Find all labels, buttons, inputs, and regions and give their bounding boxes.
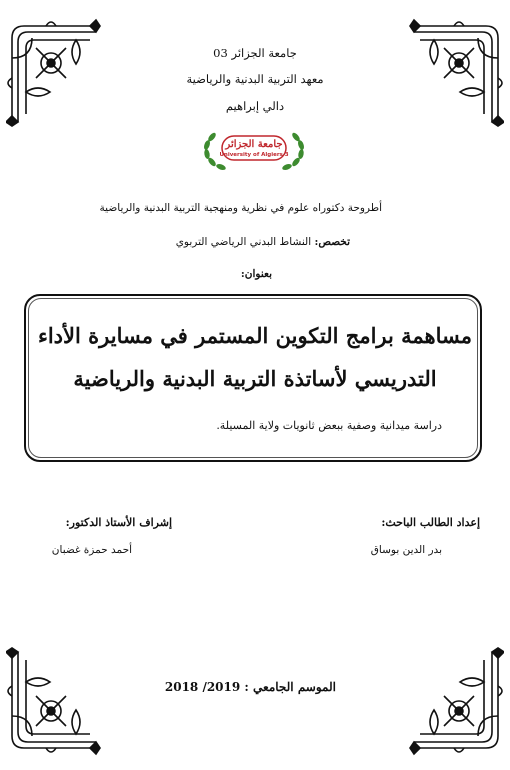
specialty-label: تخصص: — [314, 236, 350, 248]
corner-ornament-bottom-right — [408, 646, 504, 756]
institute-name: معهد التربية البدنية والرياضية — [186, 72, 324, 86]
corner-ornament-bottom-left — [6, 646, 102, 756]
thesis-title-line-1: مساهمة برامج التكوين المستمر في مسايرة الأداء — [37, 323, 473, 348]
university-logo — [198, 123, 310, 173]
student-label: إعداد الطالب الباحث: — [381, 516, 480, 529]
supervisor-name: أحمد حمزة غضبان — [51, 544, 132, 556]
logo-arabic-text: جامعة الجزائر — [225, 139, 283, 150]
title-label: بعنوان: — [240, 268, 272, 280]
season-value: 2018 /2019 — [164, 680, 241, 694]
student-name: بدر الدين بوساق — [370, 544, 442, 556]
specialty-line — [176, 236, 350, 248]
campus-name: دالي إبراهيم — [225, 99, 285, 113]
academic-season — [165, 680, 336, 694]
thesis-title-line-2: التدريسي لأساتذة التربية البدنية والرياضية — [73, 366, 437, 391]
supervisor-label: إشراف الأستاذ الدكتور: — [65, 516, 172, 529]
logo-latin-text: University of Algiers 3 — [219, 152, 289, 158]
specialty-value: النشاط البدني الرياضي التربوي — [175, 236, 312, 248]
university-name: جامعة الجزائر 03 — [213, 46, 297, 60]
thesis-subtitle: دراسة ميدانية وصفية ببعض ثانويات ولاية المسيلة. — [216, 419, 442, 432]
degree-line: أطروحة دكتوراه علوم في نظرية ومنهجية التربية البدنية والرياضية — [99, 202, 382, 214]
season-label: الموسم الجامعي : — [244, 680, 336, 694]
